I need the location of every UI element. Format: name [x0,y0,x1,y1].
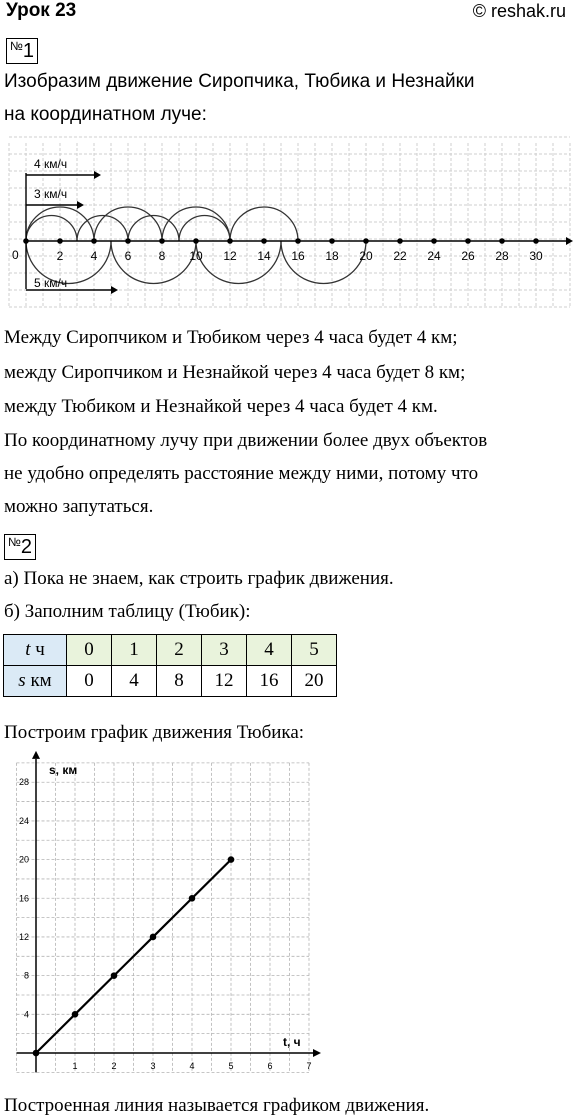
arrow-3kmh-head [77,201,84,209]
arrow-5kmh-head [111,286,118,294]
answer-line-1: Между Сиропчиком и Тюбиком через 4 часа будет 4 км; [4,327,458,348]
ray-tick-label: 26 [461,249,475,263]
answer-line-2: между Сиропчиком и Незнайкой через 4 часа будет 8 км; [4,362,466,383]
conclusion-line-3: можно запутаться. [4,496,154,517]
x-axis-arrowhead [313,1049,321,1057]
table-cell: 1 [112,635,157,666]
x-tick-label: 3 [150,1061,156,1071]
ray-point [363,238,369,244]
ray-point [465,238,471,244]
task-number-1: №1 [6,38,38,64]
ray-tick-label: 24 [427,249,441,263]
ray-tick-label: 2 [56,249,64,263]
data-point [72,1011,79,1018]
lesson-title: Урок 23 [6,0,77,21]
x-tick-label: 6 [267,1061,273,1071]
y-tick-label: 28 [18,777,29,788]
var-t: t [25,639,31,660]
x-tick-label: 7 [306,1061,312,1071]
ray-tick-label: 28 [495,249,509,263]
chart-grid [17,763,310,1072]
ray-tick-label: 4 [90,249,98,263]
task-number-2-label: 2 [20,536,32,558]
answer-line-3: между Тюбиком и Незнайкой через 4 часа будет 4 км. [4,396,438,417]
table-row-distance [4,666,337,697]
table-cell: 2 [157,635,202,666]
unit-hours: ч [30,639,45,660]
ray-point [227,238,233,244]
data-point [150,934,157,941]
ray-point [125,238,131,244]
x-tick-label: 4 [189,1061,195,1071]
x-tick-label: 5 [228,1061,234,1071]
chart-axes [17,751,322,1072]
task-number-2: №2 [4,534,36,560]
graph-caption: Построим график движения Тюбика: [4,722,305,743]
ray-tick-label: 22 [393,249,407,263]
arrow-3kmh-label: 3 км/ч [34,187,68,201]
ray-point [499,238,505,244]
chart-x-axis-label: t, ч [283,1035,301,1049]
y-tick-label: 4 [23,1009,29,1020]
task-number-1-label: 1 [22,40,34,62]
y-tick-label: 12 [18,931,29,942]
ray-tick-label: 30 [529,249,543,263]
conclusion-line-2: не удобно определять расстояние между ними, потому что [4,463,479,484]
var-s: s [18,670,26,691]
data-point [111,972,118,979]
site-credit: © reshak.ru [472,1,566,21]
motion-table [3,634,337,697]
task2-part-a: а) Пока не знаем, как строить график движения. [4,568,394,589]
arrow-5kmh-label: 5 км/ч [34,276,68,290]
conclusion-line-1: По координатному лучу при движении более двух объектов [4,430,488,451]
y-tick-label: 16 [18,893,29,904]
y-tick-label: 20 [18,854,29,865]
table-cell: 16 [247,666,292,697]
ray-point [329,238,335,244]
table-cell: 4 [112,666,157,697]
chart-y-axis-label: s, км [49,763,78,777]
ray-point [57,238,63,244]
task1-intro-line1: Изобразим движение Сиропчика, Тюбика и Незнайки [4,71,475,92]
coordinate-ray-figure [0,135,574,315]
task2-part-b: б) Заполним таблицу (Тюбик): [4,601,251,622]
ray-point [295,238,301,244]
table-cell: 0 [67,635,112,666]
table-cell: 12 [202,666,247,697]
ray-tick-label: 20 [359,249,373,263]
arrow-4kmh-head [94,171,101,179]
y-tick-label: 24 [18,815,29,826]
table-cell: 0 [67,666,112,697]
data-point [228,856,235,863]
table-cell: 5 [292,635,337,666]
ray-tick-label: 6 [124,249,132,263]
table-cell: 20 [292,666,337,697]
ray-tick-label: 14 [257,249,271,263]
ray-labels [12,248,543,263]
y-axis-arrowhead [32,751,40,759]
ray-tick-label: 18 [325,249,339,263]
ray-point [431,238,437,244]
ray-point [533,238,539,244]
ray-point [397,238,403,244]
x-tick-label: 2 [111,1061,117,1071]
x-tick-label: 1 [72,1061,78,1071]
unit-km: км [25,670,52,691]
ray-tick-label: 16 [291,249,305,263]
table-row-time [4,635,337,666]
table-cell: 3 [202,635,247,666]
arrow-4kmh-label: 4 км/ч [34,157,68,171]
table-header-time [4,635,67,666]
ray-point [261,238,267,244]
data-point [33,1050,40,1057]
task1-intro-line2: на координатном луче: [4,104,207,125]
table-cell: 8 [157,666,202,697]
ray-tick-label: 12 [223,249,237,263]
ray-tick-label: 10 [189,249,203,263]
ray-point [193,238,199,244]
ray-tick-label: 0 [12,248,19,262]
motion-graph [0,750,330,1080]
ray-tick-label: 8 [158,249,166,263]
ray-point [159,238,165,244]
data-point [189,895,196,902]
table-header-distance [4,666,67,697]
ray-point [91,238,97,244]
y-tick-label: 8 [23,970,29,981]
table-cell: 4 [247,635,292,666]
ray-grid [9,137,570,307]
footer-text: Построенная линия называется графиком движения. [4,1095,430,1116]
